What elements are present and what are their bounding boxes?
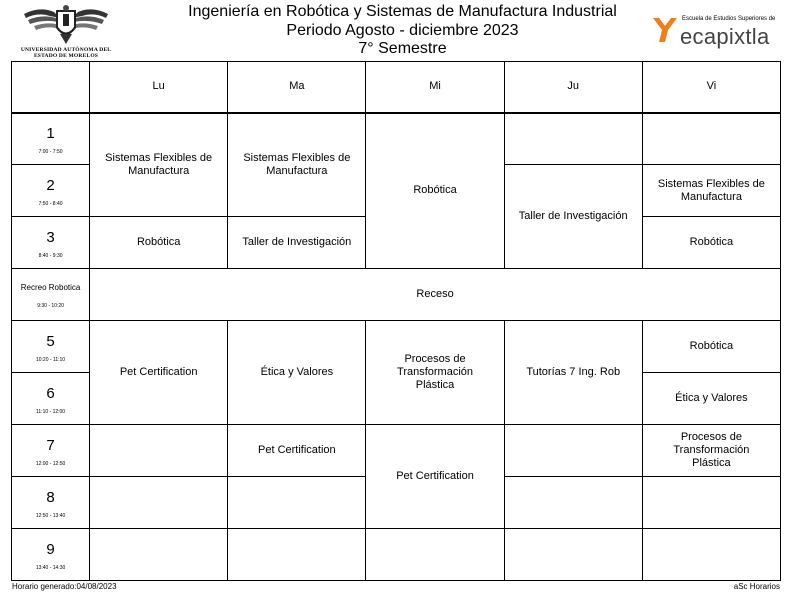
- period-cell-2: [12, 165, 90, 217]
- period-cell-7: [12, 425, 90, 477]
- school-name: ecapixtla: [680, 24, 770, 49]
- day-header-vi: Vi: [642, 62, 780, 113]
- generated-date: Horario generado:04/08/2023: [12, 582, 117, 591]
- lesson-cell-ma-5[interactable]: [228, 321, 366, 425]
- day-header-mi: Mi: [366, 62, 504, 113]
- lesson-subject: Robótica: [413, 184, 457, 197]
- lesson-cell-mi-7[interactable]: [366, 425, 504, 529]
- lesson-cell-ju-2[interactable]: [504, 165, 642, 269]
- uaem-logo: [20, 4, 112, 60]
- recess-period-name: Recreo Robotica: [20, 283, 81, 292]
- empty-cell-ju-8[interactable]: [504, 477, 642, 529]
- lesson-cell-lu-5[interactable]: [90, 321, 228, 425]
- title-block: [150, 2, 655, 57]
- period-time: 10:20 - 11:10: [35, 357, 66, 363]
- period-number: 3: [46, 229, 55, 246]
- period-cell-recess: [12, 269, 90, 321]
- uaem-crest-icon: [20, 4, 112, 46]
- lesson-cell-ma-7[interactable]: [228, 425, 366, 477]
- period-title: Periodo Agosto - diciembre 2023: [286, 22, 519, 39]
- period-time: 12:00 - 12:50: [35, 461, 66, 467]
- ecapixtla-y-icon: [650, 14, 680, 44]
- lesson-cell-vi-7[interactable]: [642, 425, 780, 477]
- empty-cell-ma-9[interactable]: [228, 529, 366, 581]
- empty-cell-vi-1[interactable]: [642, 113, 780, 165]
- lesson-cell-ma-3[interactable]: [228, 217, 366, 269]
- lesson-subject: Procesos de Transformación Plástica: [397, 353, 474, 391]
- semester-title: 7° Semestre: [358, 40, 447, 57]
- period-cell-3: [12, 217, 90, 269]
- lesson-cell-vi-6[interactable]: [642, 373, 780, 425]
- period-number: 1: [46, 125, 55, 143]
- lesson-cell-lu-3[interactable]: [90, 217, 228, 269]
- day-header-lu: Lu: [90, 62, 228, 113]
- period-number: 6: [46, 385, 55, 402]
- lesson-subject: Pet Certification: [396, 470, 474, 482]
- period-number: 8: [46, 489, 55, 506]
- lesson-cell-vi-2[interactable]: [642, 165, 780, 217]
- period-cell-6: [12, 373, 90, 425]
- day-header-ju: Ju: [504, 62, 642, 113]
- lesson-subject: Ética y Valores: [675, 392, 748, 404]
- lesson-cell-vi-5[interactable]: [642, 321, 780, 373]
- lesson-subject: Sistemas Flexibles de Manufactura: [105, 151, 213, 177]
- period-time: 8:40 - 9:30: [38, 253, 63, 259]
- lesson-subject: Taller de Investigación: [242, 236, 352, 248]
- empty-cell-lu-9[interactable]: [90, 529, 228, 581]
- empty-cell-ma-8[interactable]: [228, 477, 366, 529]
- period-cell-9: [12, 529, 90, 581]
- lesson-subject: Pet Certification: [119, 366, 198, 378]
- lesson-subject: Taller de Investigación: [518, 210, 628, 222]
- lesson-cell-mi-1[interactable]: [366, 113, 504, 269]
- lesson-subject: Sistemas Flexibles de Manufactura: [243, 151, 351, 177]
- timetable: [11, 61, 781, 581]
- lesson-cell-vi-3[interactable]: [642, 217, 780, 269]
- period-number: 9: [46, 541, 55, 558]
- empty-cell-lu-7[interactable]: [90, 425, 228, 477]
- lesson-subject: Robótica: [689, 236, 734, 248]
- university-name-line1: UNIVERSIDAD AUTÓNOMA DEL: [20, 47, 112, 53]
- university-name: [20, 47, 112, 59]
- empty-cell-ju-9[interactable]: [504, 529, 642, 581]
- period-time: 11:10 - 12:00: [35, 409, 66, 415]
- period-time: 13:40 - 14:30: [35, 565, 66, 571]
- empty-cell-vi-8[interactable]: [642, 477, 780, 529]
- software-credit: aSc Horarios: [733, 582, 780, 591]
- lesson-subject: Robótica: [136, 236, 181, 248]
- recess-cell[interactable]: Receso: [90, 269, 781, 321]
- period-time: 9:30 - 10:20: [37, 303, 64, 309]
- ecapixtla-logo: [650, 14, 784, 50]
- page-header: [0, 0, 792, 62]
- period-time: 12:50 - 13:40: [35, 513, 66, 519]
- empty-cell-vi-9[interactable]: [642, 529, 780, 581]
- university-name-line2: ESTADO DE MORELOS: [33, 53, 99, 59]
- lesson-subject: Pet Certification: [258, 444, 336, 456]
- empty-cell-ju-7[interactable]: [504, 425, 642, 477]
- period-number: 5: [46, 333, 55, 350]
- empty-cell-lu-8[interactable]: [90, 477, 228, 529]
- lesson-cell-lu-1[interactable]: [90, 113, 228, 217]
- lesson-cell-ma-1[interactable]: [228, 113, 366, 217]
- corner-cell: [12, 62, 90, 113]
- lesson-subject: Robótica: [689, 340, 734, 352]
- period-cell-5: [12, 321, 90, 373]
- period-number: 2: [46, 177, 55, 194]
- lesson-cell-ju-5[interactable]: [504, 321, 642, 425]
- school-subtitle: Escuela de Estudios Superiores de: [682, 16, 776, 22]
- lesson-subject: Tutorías 7 Ing. Rob: [526, 366, 621, 378]
- program-title: Ingeniería en Robótica y Sistemas de Manufactura Industrial: [188, 3, 617, 20]
- empty-cell-mi-9[interactable]: [366, 529, 504, 581]
- empty-cell-ju-1[interactable]: [504, 113, 642, 165]
- lesson-subject: Ética y Valores: [260, 366, 334, 378]
- lesson-subject: Sistemas Flexibles de Manufactura: [657, 177, 765, 203]
- lesson-cell-mi-5[interactable]: [366, 321, 504, 425]
- period-time: 7:00 - 7:50: [38, 149, 63, 156]
- period-time: 7:50 - 8:40: [38, 201, 63, 207]
- lesson-subject: Procesos de Transformación Plástica: [673, 431, 750, 469]
- day-header-ma: Ma: [228, 62, 366, 113]
- period-number: 7: [46, 437, 55, 454]
- period-cell-8: [12, 477, 90, 529]
- period-cell-1: [12, 113, 90, 165]
